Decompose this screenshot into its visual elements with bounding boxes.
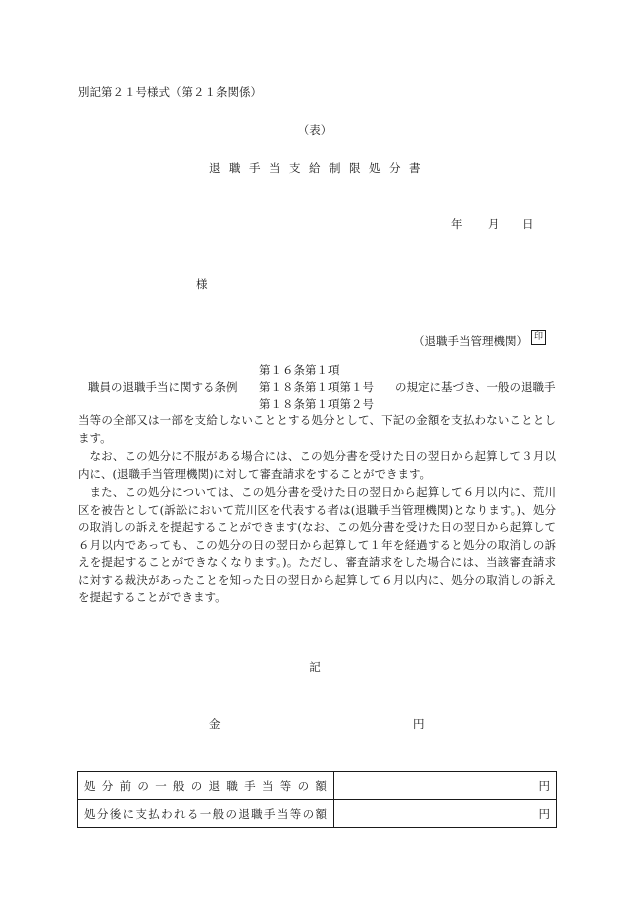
table-label-char: る [186, 806, 199, 821]
amount-unit: 円 [413, 717, 425, 731]
table-label-char: 職 [226, 778, 238, 793]
row-unit-after: 円 [334, 800, 557, 828]
date-year-label: 年 [451, 217, 463, 231]
table-label-char: 当 [261, 778, 274, 793]
table-row [78, 772, 557, 800]
table-label-char: 前 [119, 778, 132, 793]
table-label-char: に [122, 806, 135, 821]
table-label-char: 退 [208, 778, 221, 793]
issuer-label: （退職手当管理機関） [413, 334, 528, 348]
table-label-char: 分 [101, 778, 114, 793]
table-label-char: 等 [289, 806, 302, 821]
row-unit-before: 円 [334, 772, 557, 800]
form-number: 別記第２１号様式（第２１条関係） [78, 85, 262, 99]
table-label-char: 手 [244, 778, 256, 793]
table-label-char: 一 [155, 778, 167, 793]
table-label-char: 処 [84, 806, 96, 821]
amount-table [77, 771, 557, 828]
ordinance-name: 職員の退職手当に関する条例 [88, 380, 238, 394]
row-label-after [78, 800, 334, 828]
date-month-label: 月 [488, 217, 500, 231]
table-label-char: 支 [135, 806, 147, 821]
seal-mark: 印 [531, 330, 546, 345]
table-label-char: の [297, 778, 310, 793]
table-label-char: 手 [264, 806, 276, 821]
legal-basis [0, 362, 630, 414]
addressee-suffix: 様 [196, 277, 208, 291]
side-label: （表） [297, 123, 333, 137]
table-label-char: 額 [315, 806, 327, 821]
table-label-char: の [225, 806, 237, 821]
table-label-char: 一 [199, 806, 212, 821]
table-label-char: 後 [109, 806, 122, 821]
table-label-char: 分 [96, 806, 109, 821]
table-label-char: 額 [315, 778, 327, 793]
amount-label: 金 [209, 717, 221, 731]
table-label-char: 般 [212, 806, 225, 821]
row-label-before [78, 772, 334, 800]
table-label-char: 処 [84, 778, 96, 793]
table-row [78, 800, 557, 828]
table-label-char: 払 [148, 806, 160, 821]
body-paragraph-disposition: 当等の全部又は一部を支給しないこととする処分として、下記の金額を支払わないこととします。 [78, 413, 556, 445]
article-option: 第１８条第１項第１号 [259, 380, 374, 394]
table-label-char: 当 [276, 806, 289, 821]
date-day-label: 日 [522, 217, 534, 231]
table-label-char: 退 [238, 806, 250, 821]
table-label-char: 等 [279, 778, 292, 793]
basis-suffix: の規定に基づき、一般の退職手 [395, 380, 556, 394]
table-label-char: れ [174, 806, 186, 821]
body-paragraph-lawsuit: また、この処分については、この処分書を受けた日の翌日から起算して６月以内に、荒川区を被告として(訴訟において荒川区を代表する者は(退職手当管理機関)となります。)、処分の取消しの訴えを提起することができます(なお、この処分書を受けた日の翌日から起算して６月以内であっても、この処分の日の翌日から起算して１年を経過すると処分の取消しの訴えを提起することができなくなります。)。ただし、審査請求をした場合には、当該審査請求に対する裁決があったことを知った日の翌日から起算して６月以内に、処分の取消しの訴えを提起することができます。 [78, 485, 556, 604]
article-option: 第１８条第１項第２号 [259, 397, 374, 411]
table-label-char: 般 [172, 778, 185, 793]
article-option: 第１６条第１項 [259, 363, 340, 377]
document-title: 退職手当支給制限処分書 [209, 161, 429, 175]
table-label-char: の [190, 778, 203, 793]
body-paragraph-appeal: なお、この処分に不服がある場合には、この処分書を受けた日の翌日から起算して３月以内に、(退職手当管理機関)に対して審査請求をすることができます。 [78, 449, 556, 481]
table-label-char: 職 [251, 806, 263, 821]
table-label-char: の [137, 778, 149, 793]
record-heading: 記 [309, 660, 321, 674]
table-label-char: わ [161, 806, 173, 821]
table-label-char: の [302, 806, 315, 821]
